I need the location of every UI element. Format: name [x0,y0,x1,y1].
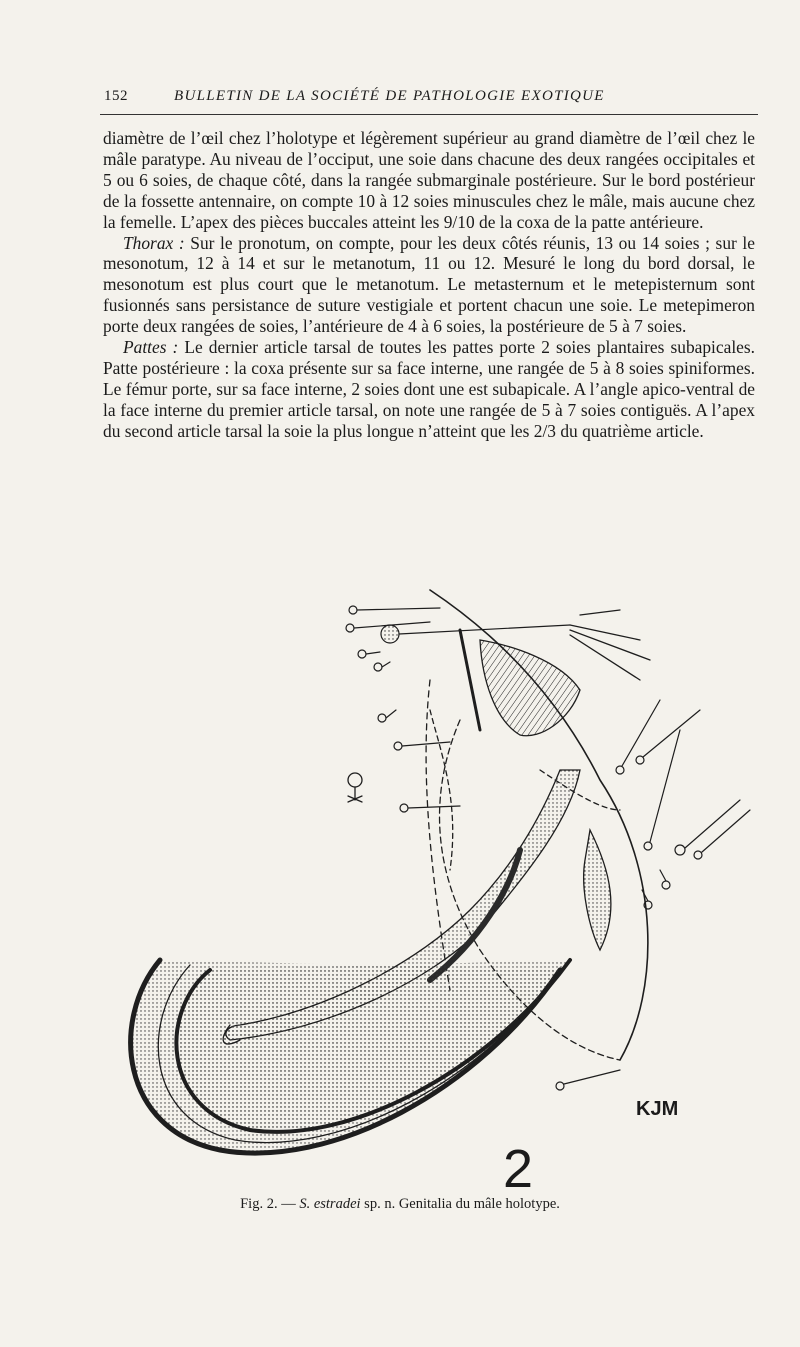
figure-caption [0,1196,800,1213]
paragraph-thorax [103,233,755,338]
running-header [100,86,760,112]
artist-initials: KJM [636,1098,679,1120]
paragraph-eye-occiput: diamètre de l’œil chez l’holotype et légèrement supérieur au grand diamètre de l’œil chez le mâle paratype. Au niveau de l’occiput, une soie dans chacune des deux rangées occipitales et 5 ou 6 soies, de chaque côté, dans la rangée submarginale postérieure. Sur le bord postérieur de la fossette antennaire, on compte 10 à 12 soies minuscules chez le mâle, mais aucune chez la femelle. L’apex des pièces buccales atteint les 9/10 de la coxa de la patte antérieure. [103,128,755,232]
figure-number: 2 [503,1139,534,1199]
small-vesicle [348,773,362,787]
aedeagus-lobe [584,830,611,950]
paragraph-legs [103,337,755,442]
filament-inner [176,960,570,1132]
caption-rest: sp. n. Genitalia du mâle holotype. [360,1196,560,1212]
sclerite-band [460,630,480,730]
legs-heading: Pattes : [123,337,179,358]
caption-prefix: Fig. 2. — [240,1196,300,1212]
legs-text: Le dernier article tarsal de toutes les pattes porte 2 soies plantaires subapicales. Patte postérieure : la coxa présente sur sa face interne, une rangée de 5 à 8 soies spiniformes. Le fémur porte, sur sa face interne, 2 soies dont une est subapicale. A l’angle apico-ventral de la face interne du premier article tarsal, on note une rangée de 5 à 7 soies contiguës. A l’apex du second article tarsal la soie la plus longue n’atteint que les 2/3 du quatrième article. [103,337,755,441]
caption-species: S. estradei [299,1196,361,1212]
body-text [103,128,755,442]
running-title: BULLETIN DE LA SOCIÉTÉ DE PATHOLOGIE EXOTIQUE [174,88,605,104]
page-number: 152 [104,88,128,104]
thorax-heading: Thorax : [123,232,185,253]
apical-hairs [570,610,650,680]
thorax-text: Sur le pronotum, on compte, pour les deux côtés réunis, 13 ou 14 soies ; sur le mesonotum, 12 à 14 et sur le metanotum, 11 ou 12. Mesuré le long du bord dorsal, le mesonotum est plus court que le metanotum. Le metasternum et le metepisternum sont fusionnés sans persistance de suture vestigiale et portent chacun une soie. Le metepimeron porte deux rangées de soies, l’antérieure de 4 à 6 soies, la postérieure de 5 à 7 soies. [103,232,755,337]
header-rule [100,114,758,115]
